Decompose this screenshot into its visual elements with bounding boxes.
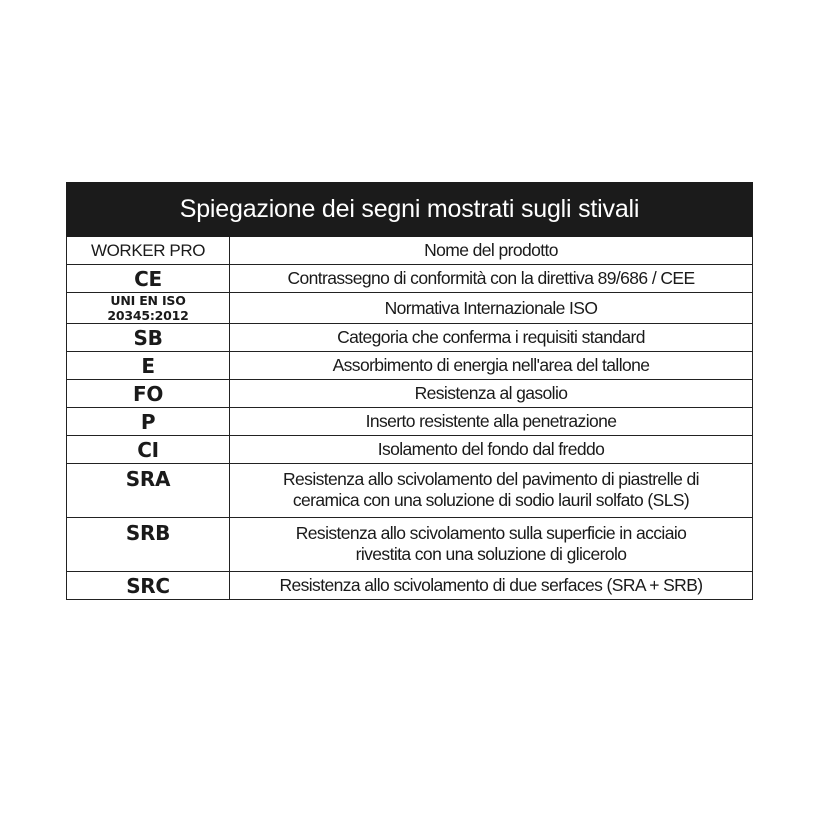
marking-description: Assorbimento di energia nell'area del tallone [230,352,753,380]
marking-description: Categoria che conferma i requisiti standard [230,324,753,352]
marking-description: Resistenza allo scivolamento di due serfaces (SRA + SRB) [230,572,753,600]
marking-code: SRA [67,464,230,518]
description-line: rivestita con una soluzione di glicerolo [355,544,627,564]
marking-description: Nome del prodotto [230,237,753,265]
table-row [67,464,753,518]
table-row [67,293,753,324]
description-line: ceramica con una soluzione di sodio lauril solfato (SLS) [292,490,690,510]
marking-code: UNI EN ISO 20345:2012 [67,293,230,324]
marking-code: P [67,408,230,436]
table-header-row [67,183,753,237]
table-row [67,237,753,265]
marking-code: CI [67,436,230,464]
marking-code: CE [67,265,230,293]
description-line: Resistenza allo scivolamento sulla superficie in acciaio [295,523,687,543]
table-row [67,572,753,600]
table-row [67,408,753,436]
description-line: Resistenza allo scivolamento del pavimento di piastrelle di [283,469,699,489]
marking-description: Normativa Internazionale ISO [230,293,753,324]
marking-code: WORKER PRO [67,237,230,265]
marking-code: E [67,352,230,380]
table-row [67,352,753,380]
table-row [67,324,753,352]
marking-code: FO [67,380,230,408]
marking-description: Isolamento del fondo dal freddo [230,436,753,464]
marking-code: SRB [67,518,230,572]
table-row [67,436,753,464]
marking-code: SB [67,324,230,352]
marking-description: Resistenza al gasolio [230,380,753,408]
table-row [67,518,753,572]
marking-code: SRC [67,572,230,600]
marking-description [230,518,753,572]
marking-description: Inserto resistente alla penetrazione [230,408,753,436]
table-row [67,265,753,293]
marking-description [230,464,753,518]
table-title: Spiegazione dei segni mostrati sugli stivali [67,183,753,237]
boot-marking-legend-table [66,182,753,600]
table-row [67,380,753,408]
marking-description: Contrassegno di conformità con la direttiva 89/686 / CEE [230,265,753,293]
